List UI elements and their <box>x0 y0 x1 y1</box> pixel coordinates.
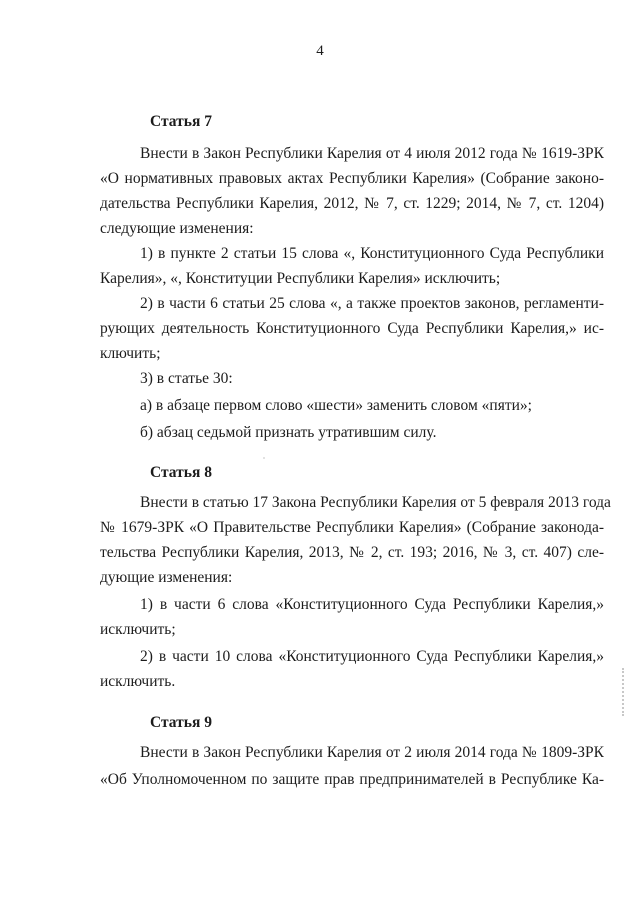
article-7-line: 1) в пункте 2 статьи 15 слова «, Конституционного Суда Республики <box>140 245 604 262</box>
article-8-line: 2) в части 10 слова «Конституционного Суда Республики Карелия,» <box>140 648 604 665</box>
article-7-line: рующих деятельность Конституционного Суда Республики Карелия,» ис- <box>100 320 604 337</box>
article-7-line: 2) в части 6 статьи 25 слова «, а также проектов законов, регламенти- <box>140 295 604 312</box>
article-7-line: следующие изменения: <box>100 220 254 237</box>
article-7-line: а) в абзаце первом слово «шести» заменить словом «пяти»; <box>140 397 532 414</box>
article-8-line: Внести в статью 17 Закона Республики Карелия от 5 февраля 2013 года <box>140 494 611 511</box>
article-7-line: б) абзац седьмой признать утратившим силу. <box>140 424 437 441</box>
article-7-line: «О нормативных правовых актах Республики Карелия» (Собрание законо- <box>100 170 604 187</box>
scan-speck <box>263 457 265 459</box>
article-9-line: «Об Уполномоченном по защите прав предпринимателей в Республике Ка- <box>100 771 604 788</box>
article-9-line: Внести в Закон Республики Карелия от 2 июля 2014 года № 1809-ЗРК <box>140 744 604 761</box>
article-7-line: дательства Республики Карелия, 2012, № 7, ст. 1229; 2014, № 7, ст. 1204) <box>100 195 604 212</box>
article-8-line: исключить; <box>100 621 176 638</box>
article-7-line: Внести в Закон Республики Карелия от 4 июля 2012 года № 1619-ЗРК <box>140 145 604 162</box>
page-number: 4 <box>316 43 324 59</box>
article-7-heading: Статья 7 <box>150 113 212 130</box>
margin-scan-mark <box>622 668 626 716</box>
article-8-line: дующие изменения: <box>100 569 233 586</box>
article-8-line: тельства Республики Карелия, 2013, № 2, ст. 193; 2016, № 3, ст. 407) сле- <box>100 544 604 561</box>
article-7-line: 3) в статье 30: <box>140 370 233 387</box>
article-8-heading: Статья 8 <box>150 464 212 481</box>
article-8-line: 1) в части 6 слова «Конституционного Суда Республики Карелия,» <box>140 596 604 613</box>
article-7-line: Карелия», «, Конституции Республики Карелия» исключить; <box>100 270 501 287</box>
article-7-line: ключить; <box>100 345 161 362</box>
article-8-line: № 1679-ЗРК «О Правительстве Республики Карелия» (Собрание законода- <box>100 519 604 536</box>
article-9-heading: Статья 9 <box>150 714 212 731</box>
article-8-line: исключить. <box>100 673 176 690</box>
